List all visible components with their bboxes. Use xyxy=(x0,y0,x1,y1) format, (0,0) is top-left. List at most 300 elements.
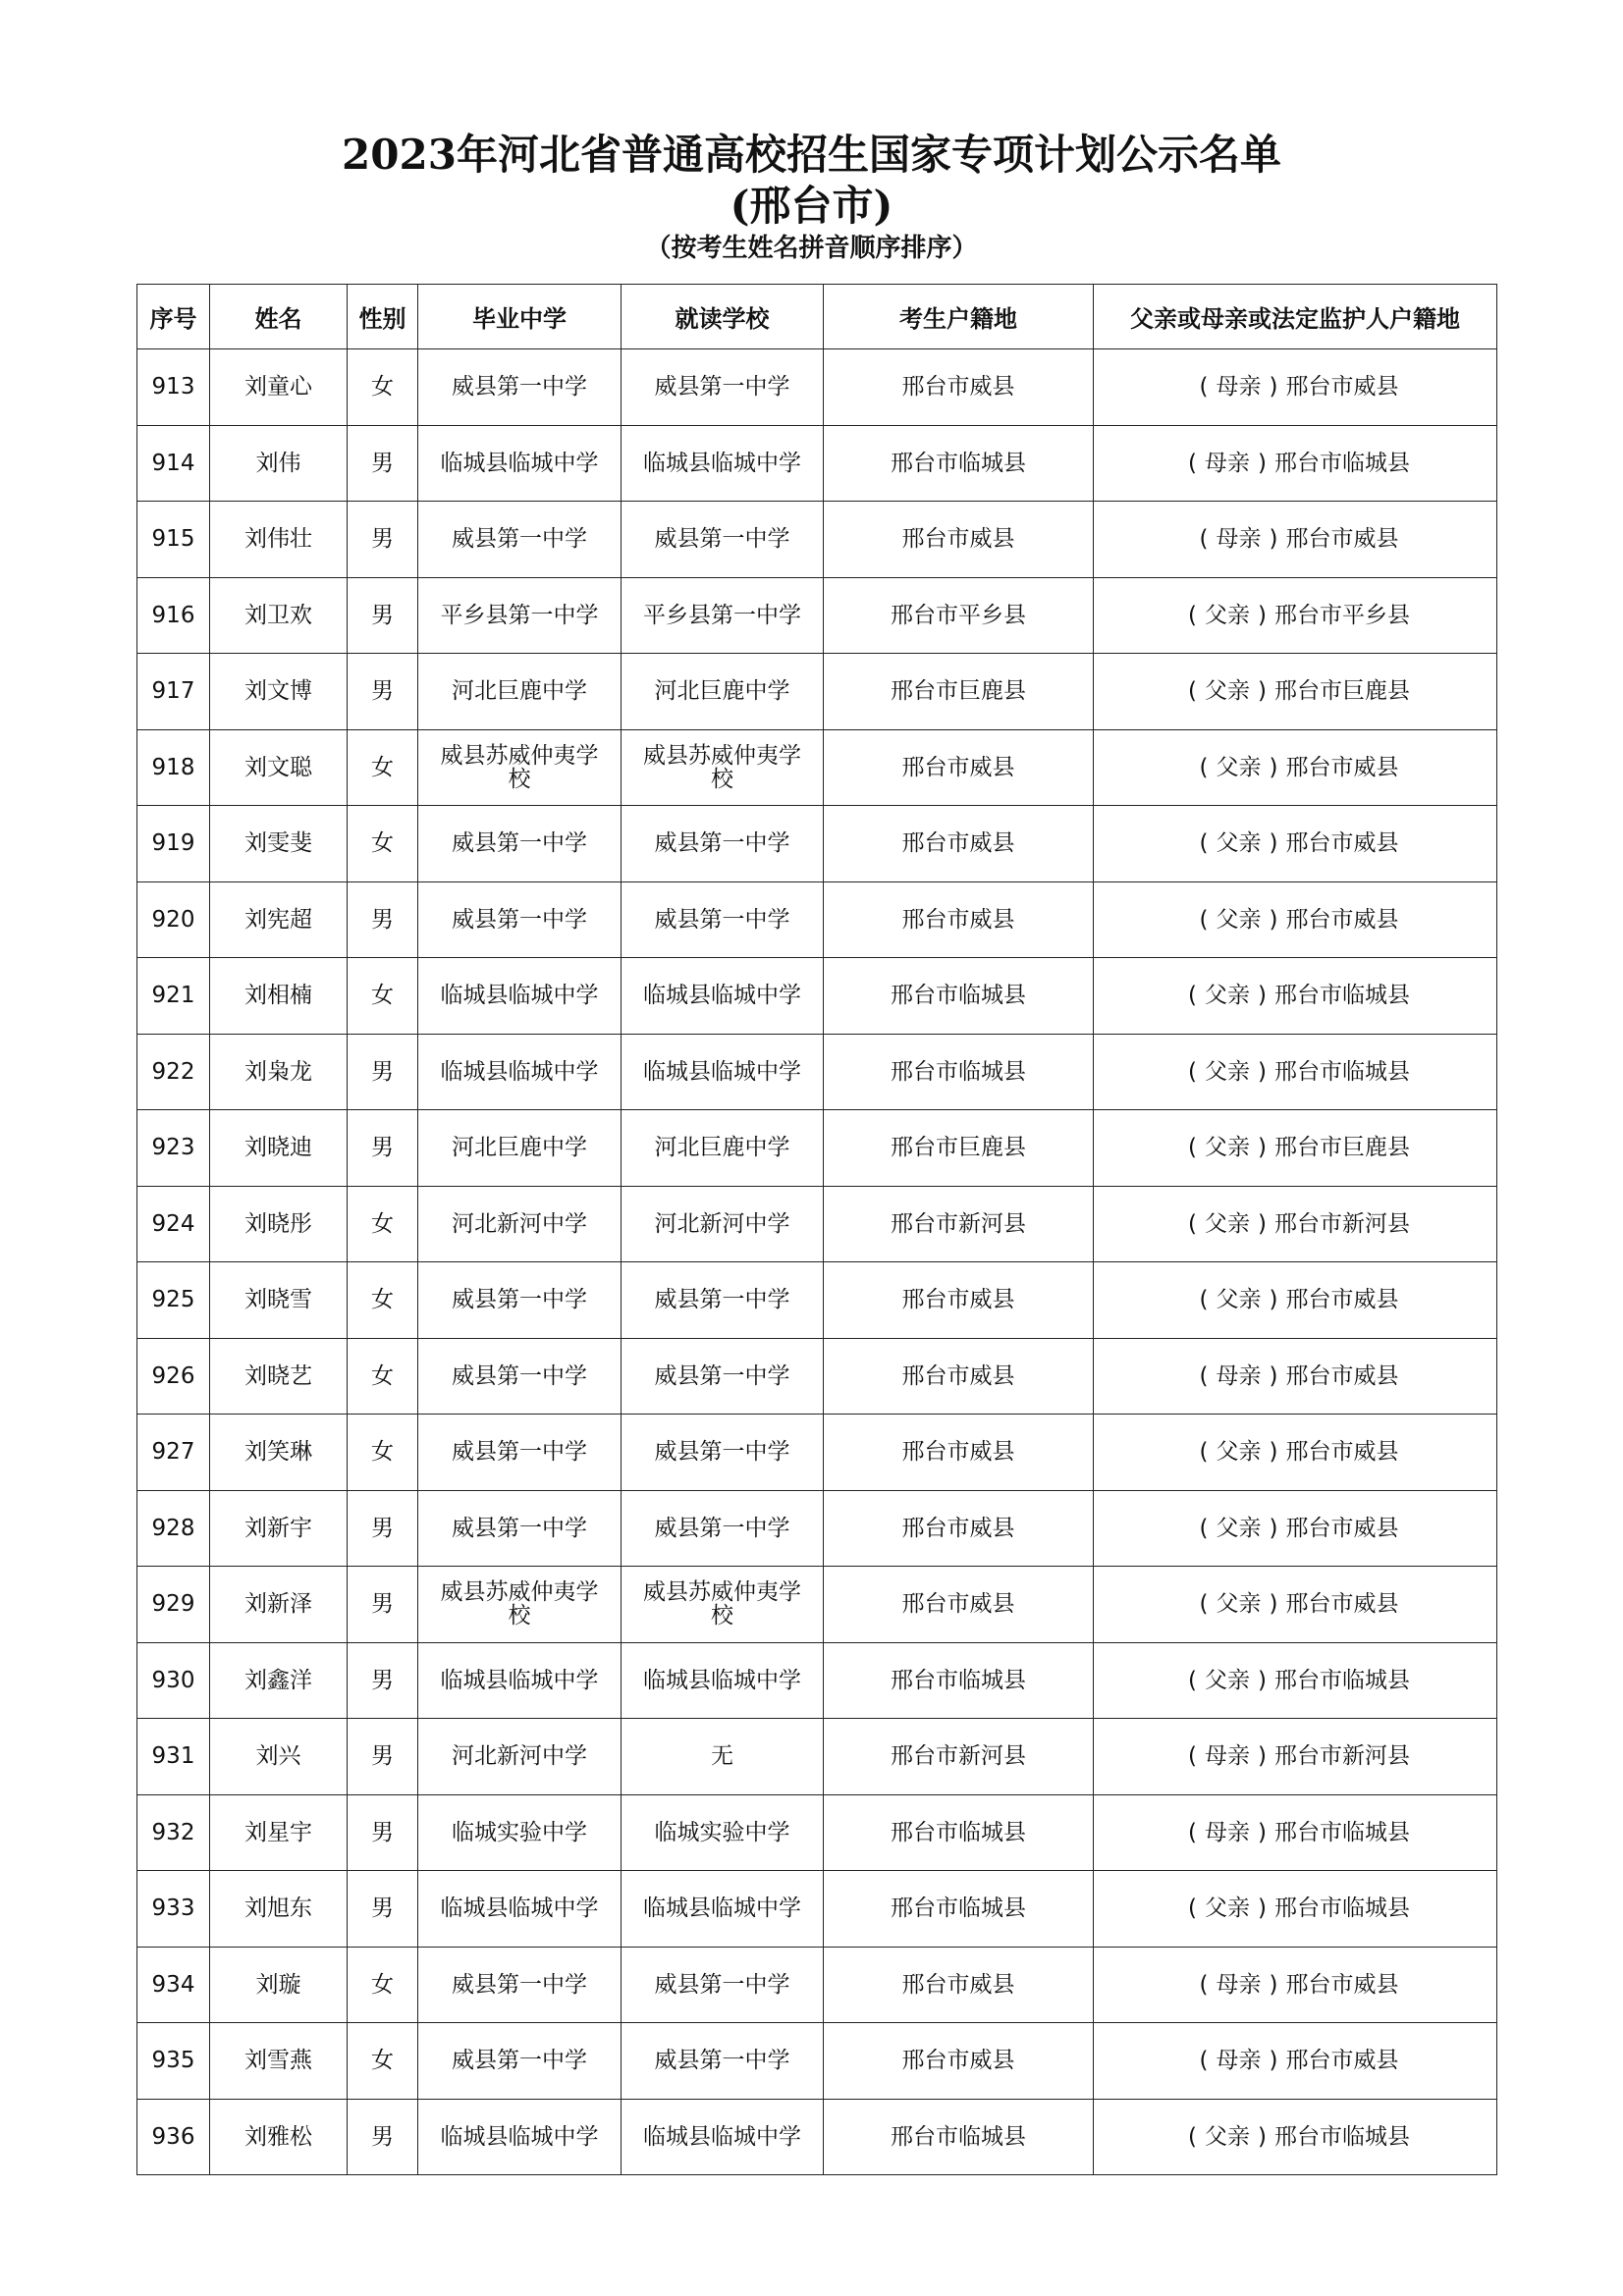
cell-name: 刘旭东 xyxy=(210,1871,348,1948)
parent-hukou-location: 邢台市临城县 xyxy=(1273,450,1410,476)
cell-grad-school: 临城县临城中学 xyxy=(418,425,622,502)
paren-close: ) xyxy=(1258,1667,1267,1693)
paren-close: ) xyxy=(1258,1896,1267,1922)
cell-current-school: 临城县临城中学 xyxy=(622,2099,824,2175)
cell-grad-school: 威县第一中学 xyxy=(418,1415,622,1491)
cell-hukou: 邢台市临城县 xyxy=(824,425,1094,502)
cell-name: 刘雅松 xyxy=(210,2099,348,2175)
paren-close: ) xyxy=(1258,2123,1267,2150)
paren-close: ) xyxy=(1269,1362,1278,1389)
cell-name: 刘相楠 xyxy=(210,958,348,1035)
cell-parent-hukou xyxy=(1094,1262,1497,1339)
cell-current-school: 临城实验中学 xyxy=(622,1794,824,1871)
paren-open: ( xyxy=(1188,1743,1197,1770)
paren-open: ( xyxy=(1188,1819,1197,1845)
cell-current-school: 威县第一中学 xyxy=(622,1338,824,1415)
cell-parent-hukou xyxy=(1094,425,1497,502)
parent-hukou-location: 邢台市巨鹿县 xyxy=(1273,1135,1410,1161)
parent-hukou-location: 邢台市威县 xyxy=(1285,906,1399,933)
parent-hukou-location: 邢台市威县 xyxy=(1285,754,1399,780)
parent-relation: 父亲 xyxy=(1205,678,1250,705)
cell-grad-school: 临城县临城中学 xyxy=(418,1642,622,1719)
cell-current-school: 威县苏威仲夷学 校 xyxy=(622,729,824,806)
cell-grad-school: 河北巨鹿中学 xyxy=(418,1110,622,1187)
cell-number: 929 xyxy=(137,1567,210,1643)
paren-close: ) xyxy=(1258,1058,1267,1085)
table-row xyxy=(137,1415,1497,1491)
cell-grad-school: 威县第一中学 xyxy=(418,1338,622,1415)
cell-number: 935 xyxy=(137,2023,210,2100)
paren-close: ) xyxy=(1258,1135,1267,1161)
cell-grad-school: 临城县临城中学 xyxy=(418,2099,622,2175)
cell-hukou: 邢台市威县 xyxy=(824,806,1094,882)
cell-number: 933 xyxy=(137,1871,210,1948)
cell-grad-school: 威县第一中学 xyxy=(418,1262,622,1339)
cell-current-school: 临城县临城中学 xyxy=(622,1034,824,1110)
cell-gender: 女 xyxy=(348,806,418,882)
cell-number: 930 xyxy=(137,1642,210,1719)
paren-open: ( xyxy=(1188,1210,1197,1237)
cell-hukou: 邢台市平乡县 xyxy=(824,577,1094,654)
cell-name: 刘雪燕 xyxy=(210,2023,348,2100)
paren-open: ( xyxy=(1199,2048,1209,2074)
table-row xyxy=(137,806,1497,882)
cell-name: 刘晓迪 xyxy=(210,1110,348,1187)
cell-current-school: 威县第一中学 xyxy=(622,1415,824,1491)
paren-open: ( xyxy=(1199,374,1209,400)
paren-close: ) xyxy=(1258,602,1267,628)
paren-close: ) xyxy=(1269,830,1278,857)
roster-table xyxy=(136,284,1497,2175)
cell-grad-school: 威县第一中学 xyxy=(418,1490,622,1567)
parent-relation: 父亲 xyxy=(1205,1896,1250,1922)
cell-hukou: 邢台市临城县 xyxy=(824,2099,1094,2175)
cell-hukou: 邢台市临城县 xyxy=(824,958,1094,1035)
cell-parent-hukou xyxy=(1094,1871,1497,1948)
parent-relation: 父亲 xyxy=(1205,1135,1250,1161)
cell-parent-hukou xyxy=(1094,1186,1497,1262)
cell-grad-school: 平乡县第一中学 xyxy=(418,577,622,654)
cell-number: 928 xyxy=(137,1490,210,1567)
paren-close: ) xyxy=(1258,450,1267,476)
cell-grad-school: 临城县临城中学 xyxy=(418,1034,622,1110)
table-row xyxy=(137,1186,1497,1262)
paren-open: ( xyxy=(1188,1667,1197,1693)
cell-hukou: 邢台市威县 xyxy=(824,881,1094,958)
cell-gender: 男 xyxy=(348,1719,418,1795)
cell-parent-hukou xyxy=(1094,729,1497,806)
parent-relation: 母亲 xyxy=(1216,374,1262,400)
cell-number: 919 xyxy=(137,806,210,882)
paren-open: ( xyxy=(1188,2123,1197,2150)
cell-hukou: 邢台市临城县 xyxy=(824,1642,1094,1719)
cell-number: 924 xyxy=(137,1186,210,1262)
paren-open: ( xyxy=(1188,983,1197,1009)
cell-name: 刘星宇 xyxy=(210,1794,348,1871)
table-row xyxy=(137,1567,1497,1643)
parent-relation: 母亲 xyxy=(1216,2048,1262,2074)
table-row xyxy=(137,1490,1497,1567)
parent-relation: 父亲 xyxy=(1205,602,1250,628)
cell-name: 刘笑琳 xyxy=(210,1415,348,1491)
table-row xyxy=(137,2099,1497,2175)
cell-hukou: 邢台市威县 xyxy=(824,1415,1094,1491)
cell-number: 927 xyxy=(137,1415,210,1491)
paren-close: ) xyxy=(1258,678,1267,705)
cell-current-school: 威县第一中学 xyxy=(622,1490,824,1567)
cell-number: 915 xyxy=(137,502,210,578)
cell-gender: 女 xyxy=(348,958,418,1035)
cell-grad-school: 河北巨鹿中学 xyxy=(418,654,622,730)
cell-current-school: 河北巨鹿中学 xyxy=(622,1110,824,1187)
cell-grad-school: 河北新河中学 xyxy=(418,1719,622,1795)
cell-parent-hukou xyxy=(1094,1642,1497,1719)
cell-hukou: 邢台市巨鹿县 xyxy=(824,1110,1094,1187)
cell-gender: 男 xyxy=(348,654,418,730)
cell-hukou: 邢台市巨鹿县 xyxy=(824,654,1094,730)
paren-open: ( xyxy=(1199,830,1209,857)
cell-name: 刘晓雪 xyxy=(210,1262,348,1339)
parent-hukou-location: 邢台市平乡县 xyxy=(1273,602,1410,628)
cell-hukou: 邢台市威县 xyxy=(824,1567,1094,1643)
parent-hukou-location: 邢台市威县 xyxy=(1285,374,1399,400)
cell-grad-school: 威县第一中学 xyxy=(418,881,622,958)
parent-hukou-location: 邢台市威县 xyxy=(1285,1287,1399,1313)
paren-close: ) xyxy=(1269,374,1278,400)
cell-hukou: 邢台市临城县 xyxy=(824,1034,1094,1110)
parent-relation: 父亲 xyxy=(1205,1058,1250,1085)
cell-name: 刘新宇 xyxy=(210,1490,348,1567)
cell-gender: 女 xyxy=(348,1262,418,1339)
cell-hukou: 邢台市威县 xyxy=(824,1947,1094,2023)
parent-hukou-location: 邢台市临城县 xyxy=(1273,1667,1410,1693)
cell-name: 刘卫欢 xyxy=(210,577,348,654)
cell-current-school: 威县第一中学 xyxy=(622,502,824,578)
parent-relation: 父亲 xyxy=(1216,906,1262,933)
cell-grad-school: 威县第一中学 xyxy=(418,806,622,882)
paren-open: ( xyxy=(1199,906,1209,933)
paren-open: ( xyxy=(1199,1439,1209,1466)
paren-close: ) xyxy=(1258,1743,1267,1770)
cell-gender: 男 xyxy=(348,1567,418,1643)
cell-parent-hukou xyxy=(1094,1719,1497,1795)
paren-close: ) xyxy=(1258,1819,1267,1845)
table-header-row xyxy=(137,285,1497,349)
column-header-name: 姓名 xyxy=(210,285,348,349)
cell-gender: 女 xyxy=(348,1415,418,1491)
parent-relation: 父亲 xyxy=(1216,1287,1262,1313)
cell-hukou: 邢台市威县 xyxy=(824,502,1094,578)
cell-current-school: 临城县临城中学 xyxy=(622,958,824,1035)
parent-relation: 母亲 xyxy=(1205,1743,1250,1770)
cell-parent-hukou xyxy=(1094,654,1497,730)
parent-relation: 父亲 xyxy=(1216,1439,1262,1466)
table-row xyxy=(137,1947,1497,2023)
paren-open: ( xyxy=(1188,450,1197,476)
cell-hukou: 邢台市临城县 xyxy=(824,1794,1094,1871)
table-row xyxy=(137,654,1497,730)
parent-relation: 父亲 xyxy=(1205,1210,1250,1237)
table-row xyxy=(137,1110,1497,1187)
cell-parent-hukou xyxy=(1094,2099,1497,2175)
cell-grad-school: 临城实验中学 xyxy=(418,1794,622,1871)
cell-gender: 女 xyxy=(348,349,418,426)
cell-gender: 女 xyxy=(348,1186,418,1262)
cell-current-school: 威县第一中学 xyxy=(622,2023,824,2100)
cell-current-school: 威县苏威仲夷学 校 xyxy=(622,1567,824,1643)
parent-hukou-location: 邢台市临城县 xyxy=(1273,1058,1410,1085)
sort-note: （按考生姓名拼音顺序排序） xyxy=(645,234,978,263)
cell-parent-hukou xyxy=(1094,1338,1497,1415)
cell-current-school: 河北新河中学 xyxy=(622,1186,824,1262)
table-row xyxy=(137,1034,1497,1110)
cell-gender: 男 xyxy=(348,1871,418,1948)
cell-parent-hukou xyxy=(1094,2023,1497,2100)
parent-relation: 母亲 xyxy=(1205,450,1250,476)
cell-parent-hukou xyxy=(1094,1110,1497,1187)
cell-number: 923 xyxy=(137,1110,210,1187)
cell-current-school: 临城县临城中学 xyxy=(622,425,824,502)
cell-parent-hukou xyxy=(1094,1490,1497,1567)
paren-close: ) xyxy=(1269,1439,1278,1466)
paren-open: ( xyxy=(1199,1971,1209,1998)
cell-parent-hukou xyxy=(1094,958,1497,1035)
cell-gender: 男 xyxy=(348,577,418,654)
cell-name: 刘宪超 xyxy=(210,881,348,958)
cell-hukou: 邢台市新河县 xyxy=(824,1186,1094,1262)
cell-number: 936 xyxy=(137,2099,210,2175)
cell-number: 920 xyxy=(137,881,210,958)
table-row xyxy=(137,1794,1497,1871)
paren-close: ) xyxy=(1269,754,1278,780)
parent-hukou-location: 邢台市临城县 xyxy=(1273,2123,1410,2150)
cell-hukou: 邢台市威县 xyxy=(824,1262,1094,1339)
cell-gender: 男 xyxy=(348,1034,418,1110)
cell-number: 916 xyxy=(137,577,210,654)
column-header-current-school: 就读学校 xyxy=(622,285,824,349)
table-row xyxy=(137,958,1497,1035)
cell-number: 913 xyxy=(137,349,210,426)
parent-relation: 母亲 xyxy=(1216,526,1262,553)
parent-hukou-location: 邢台市威县 xyxy=(1285,1362,1399,1389)
cell-parent-hukou xyxy=(1094,1947,1497,2023)
cell-hukou: 邢台市威县 xyxy=(824,349,1094,426)
table-row xyxy=(137,502,1497,578)
cell-grad-school: 威县苏威仲夷学 校 xyxy=(418,1567,622,1643)
cell-grad-school: 威县第一中学 xyxy=(418,1947,622,2023)
cell-gender: 男 xyxy=(348,2099,418,2175)
cell-current-school: 临城县临城中学 xyxy=(622,1642,824,1719)
cell-gender: 男 xyxy=(348,502,418,578)
paren-open: ( xyxy=(1199,526,1209,553)
cell-name: 刘伟壮 xyxy=(210,502,348,578)
cell-number: 925 xyxy=(137,1262,210,1339)
cell-name: 刘晓艺 xyxy=(210,1338,348,1415)
document-title: 2023年河北省普通高校招生国家专项计划公示名单 xyxy=(342,131,1281,179)
paren-close: ) xyxy=(1269,526,1278,553)
cell-gender: 男 xyxy=(348,1490,418,1567)
cell-name: 刘伟 xyxy=(210,425,348,502)
cell-gender: 女 xyxy=(348,2023,418,2100)
cell-parent-hukou xyxy=(1094,577,1497,654)
cell-gender: 男 xyxy=(348,1794,418,1871)
cell-name: 刘鑫洋 xyxy=(210,1642,348,1719)
parent-relation: 父亲 xyxy=(1205,2123,1250,2150)
cell-current-school: 河北巨鹿中学 xyxy=(622,654,824,730)
cell-hukou: 邢台市威县 xyxy=(824,1490,1094,1567)
parent-hukou-location: 邢台市临城县 xyxy=(1273,1819,1410,1845)
paren-open: ( xyxy=(1188,1135,1197,1161)
cell-current-school: 威县第一中学 xyxy=(622,881,824,958)
cell-name: 刘兴 xyxy=(210,1719,348,1795)
cell-name: 刘晓彤 xyxy=(210,1186,348,1262)
paren-open: ( xyxy=(1199,1515,1209,1541)
table-row xyxy=(137,349,1497,426)
paren-open: ( xyxy=(1188,1896,1197,1922)
cell-hukou: 邢台市威县 xyxy=(824,2023,1094,2100)
paren-close: ) xyxy=(1269,1591,1278,1618)
table-row xyxy=(137,1719,1497,1795)
cell-hukou: 邢台市临城县 xyxy=(824,1871,1094,1948)
paren-open: ( xyxy=(1188,678,1197,705)
cell-grad-school: 威县苏威仲夷学 校 xyxy=(418,729,622,806)
cell-number: 932 xyxy=(137,1794,210,1871)
table-row xyxy=(137,425,1497,502)
cell-name: 刘文博 xyxy=(210,654,348,730)
paren-close: ) xyxy=(1269,1971,1278,1998)
paren-close: ) xyxy=(1269,906,1278,933)
parent-relation: 父亲 xyxy=(1216,1591,1262,1618)
cell-parent-hukou xyxy=(1094,881,1497,958)
column-header-number: 序号 xyxy=(137,285,210,349)
table-row xyxy=(137,1338,1497,1415)
cell-current-school: 临城县临城中学 xyxy=(622,1871,824,1948)
cell-name: 刘新泽 xyxy=(210,1567,348,1643)
cell-gender: 男 xyxy=(348,1642,418,1719)
cell-current-school: 无 xyxy=(622,1719,824,1795)
cell-name: 刘雯斐 xyxy=(210,806,348,882)
cell-number: 926 xyxy=(137,1338,210,1415)
table-row xyxy=(137,1642,1497,1719)
paren-open: ( xyxy=(1199,754,1209,780)
paren-open: ( xyxy=(1199,1362,1209,1389)
parent-hukou-location: 邢台市威县 xyxy=(1285,830,1399,857)
cell-number: 931 xyxy=(137,1719,210,1795)
cell-number: 918 xyxy=(137,729,210,806)
column-header-parent-hukou: 父亲或母亲或法定监护人户籍地 xyxy=(1094,285,1497,349)
column-header-gender: 性别 xyxy=(348,285,418,349)
cell-number: 922 xyxy=(137,1034,210,1110)
parent-relation: 母亲 xyxy=(1216,1971,1262,1998)
cell-current-school: 平乡县第一中学 xyxy=(622,577,824,654)
table-row xyxy=(137,1262,1497,1339)
cell-name: 刘文聪 xyxy=(210,729,348,806)
cell-hukou: 邢台市威县 xyxy=(824,1338,1094,1415)
document-subtitle: (邢台市) xyxy=(730,182,893,230)
cell-current-school: 威县第一中学 xyxy=(622,349,824,426)
table-row xyxy=(137,2023,1497,2100)
cell-name: 刘枭龙 xyxy=(210,1034,348,1110)
cell-parent-hukou xyxy=(1094,502,1497,578)
cell-parent-hukou xyxy=(1094,1034,1497,1110)
cell-gender: 男 xyxy=(348,425,418,502)
table-row xyxy=(137,881,1497,958)
parent-hukou-location: 邢台市新河县 xyxy=(1273,1210,1410,1237)
parent-hukou-location: 邢台市临城县 xyxy=(1273,983,1410,1009)
table-body xyxy=(137,349,1497,2175)
cell-current-school: 威县第一中学 xyxy=(622,1947,824,2023)
parent-relation: 父亲 xyxy=(1216,830,1262,857)
cell-grad-school: 威县第一中学 xyxy=(418,2023,622,2100)
cell-grad-school: 临城县临城中学 xyxy=(418,958,622,1035)
parent-hukou-location: 邢台市临城县 xyxy=(1273,1896,1410,1922)
parent-hukou-location: 邢台市威县 xyxy=(1285,1439,1399,1466)
table-row xyxy=(137,729,1497,806)
cell-parent-hukou xyxy=(1094,1415,1497,1491)
cell-parent-hukou xyxy=(1094,806,1497,882)
cell-grad-school: 威县第一中学 xyxy=(418,349,622,426)
cell-parent-hukou xyxy=(1094,1567,1497,1643)
cell-gender: 男 xyxy=(348,881,418,958)
paren-open: ( xyxy=(1199,1287,1209,1313)
cell-number: 921 xyxy=(137,958,210,1035)
cell-number: 917 xyxy=(137,654,210,730)
parent-hukou-location: 邢台市新河县 xyxy=(1273,1743,1410,1770)
parent-hukou-location: 邢台市威县 xyxy=(1285,1591,1399,1618)
column-header-hukou: 考生户籍地 xyxy=(824,285,1094,349)
paren-close: ) xyxy=(1258,1210,1267,1237)
cell-current-school: 威县第一中学 xyxy=(622,806,824,882)
cell-hukou: 邢台市新河县 xyxy=(824,1719,1094,1795)
parent-relation: 母亲 xyxy=(1205,1819,1250,1845)
cell-gender: 男 xyxy=(348,1110,418,1187)
paren-open: ( xyxy=(1188,602,1197,628)
cell-grad-school: 威县第一中学 xyxy=(418,502,622,578)
parent-hukou-location: 邢台市威县 xyxy=(1285,526,1399,553)
parent-hukou-location: 邢台市巨鹿县 xyxy=(1273,678,1410,705)
cell-gender: 女 xyxy=(348,1947,418,2023)
parent-relation: 父亲 xyxy=(1216,754,1262,780)
parent-relation: 母亲 xyxy=(1216,1362,1262,1389)
cell-grad-school: 临城县临城中学 xyxy=(418,1871,622,1948)
cell-name: 刘童心 xyxy=(210,349,348,426)
cell-number: 914 xyxy=(137,425,210,502)
cell-parent-hukou xyxy=(1094,1794,1497,1871)
paren-open: ( xyxy=(1188,1058,1197,1085)
parent-relation: 父亲 xyxy=(1205,1667,1250,1693)
parent-relation: 父亲 xyxy=(1216,1515,1262,1541)
cell-gender: 女 xyxy=(348,1338,418,1415)
parent-relation: 父亲 xyxy=(1205,983,1250,1009)
cell-grad-school: 河北新河中学 xyxy=(418,1186,622,1262)
paren-close: ) xyxy=(1269,1287,1278,1313)
table-row xyxy=(137,577,1497,654)
cell-current-school: 威县第一中学 xyxy=(622,1262,824,1339)
paren-close: ) xyxy=(1258,983,1267,1009)
paren-close: ) xyxy=(1269,2048,1278,2074)
cell-hukou: 邢台市威县 xyxy=(824,729,1094,806)
paren-open: ( xyxy=(1199,1591,1209,1618)
cell-number: 934 xyxy=(137,1947,210,2023)
table-row xyxy=(137,1871,1497,1948)
cell-gender: 女 xyxy=(348,729,418,806)
column-header-grad-school: 毕业中学 xyxy=(418,285,622,349)
parent-hukou-location: 邢台市威县 xyxy=(1285,1515,1399,1541)
paren-close: ) xyxy=(1269,1515,1278,1541)
cell-name: 刘璇 xyxy=(210,1947,348,2023)
cell-parent-hukou xyxy=(1094,349,1497,426)
parent-hukou-location: 邢台市威县 xyxy=(1285,2048,1399,2074)
